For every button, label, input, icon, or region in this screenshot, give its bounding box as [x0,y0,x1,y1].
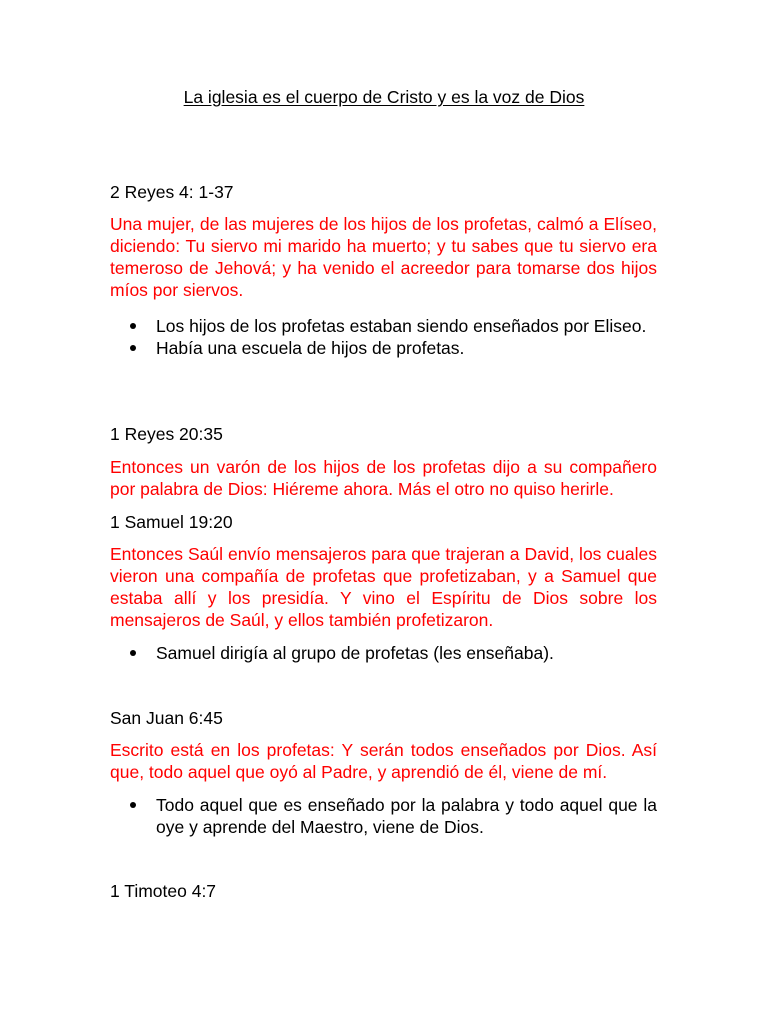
section-3-bullet-list [110,642,657,664]
section-1-verse: Una mujer, de las mujeres de los hijos de los profetas, calmó a Elíseo, diciendo: Tu siervo mi marido ha muerto; y tu sabes que tu siervo era temeroso de Jehová; y ha venido el acreedor para tomarse dos hijos míos por siervos. [110,214,657,300]
section-5-reference: 1 Timoteo 4:7 [110,881,217,901]
section-1-bullet-1 [110,315,657,337]
section-4-bullet-1 [110,794,657,838]
bullet-dot-icon [130,650,136,656]
bullet-text: Todo aquel que es enseñado por la palabra y todo aquel que la oye y aprende del Maestro, viene de Dios. [156,795,657,837]
section-2-verse: Entonces un varón de los hijos de los profetas dijo a su compañero por palabra de Dios: Hiéreme ahora. Más el otro no quiso herirle. [110,457,657,499]
section-1-bullet-2 [110,337,657,359]
bullet-dot-icon [130,323,136,329]
bullet-text: Los hijos de los profetas estaban siendo enseñados por Eliseo. [156,316,647,336]
section-3-bullet-1 [110,642,657,664]
section-4-bullet-list [110,794,657,838]
document-title: La iglesia es el cuerpo de Cristo y es la voz de Dios [183,87,585,107]
bullet-text: Había una escuela de hijos de profetas. [156,338,465,358]
section-4-reference: San Juan 6:45 [110,708,223,728]
section-3-reference: 1 Samuel 19:20 [110,512,233,532]
section-3-verse: Entonces Saúl envío mensajeros para que trajeran a David, los cuales vieron una compañía de profetas que profetizaban, y a Samuel que estaba allí y los presidía. Y vino el Espíritu de Dios sobre los mensajeros de Saúl, y ellos también profetizaron. [110,544,657,630]
bullet-dot-icon [130,802,136,808]
section-2-reference: 1 Reyes 20:35 [110,424,223,444]
section-1-bullet-list [110,315,657,359]
bullet-text: Samuel dirigía al grupo de profetas (les enseñaba). [156,643,554,663]
section-4-verse: Escrito está en los profetas: Y serán todos enseñados por Dios. Así que, todo aquel que oyó al Padre, y aprendió de él, viene de mí. [110,740,657,782]
bullet-dot-icon [130,345,136,351]
section-1-reference: 2 Reyes 4: 1-37 [110,182,234,202]
